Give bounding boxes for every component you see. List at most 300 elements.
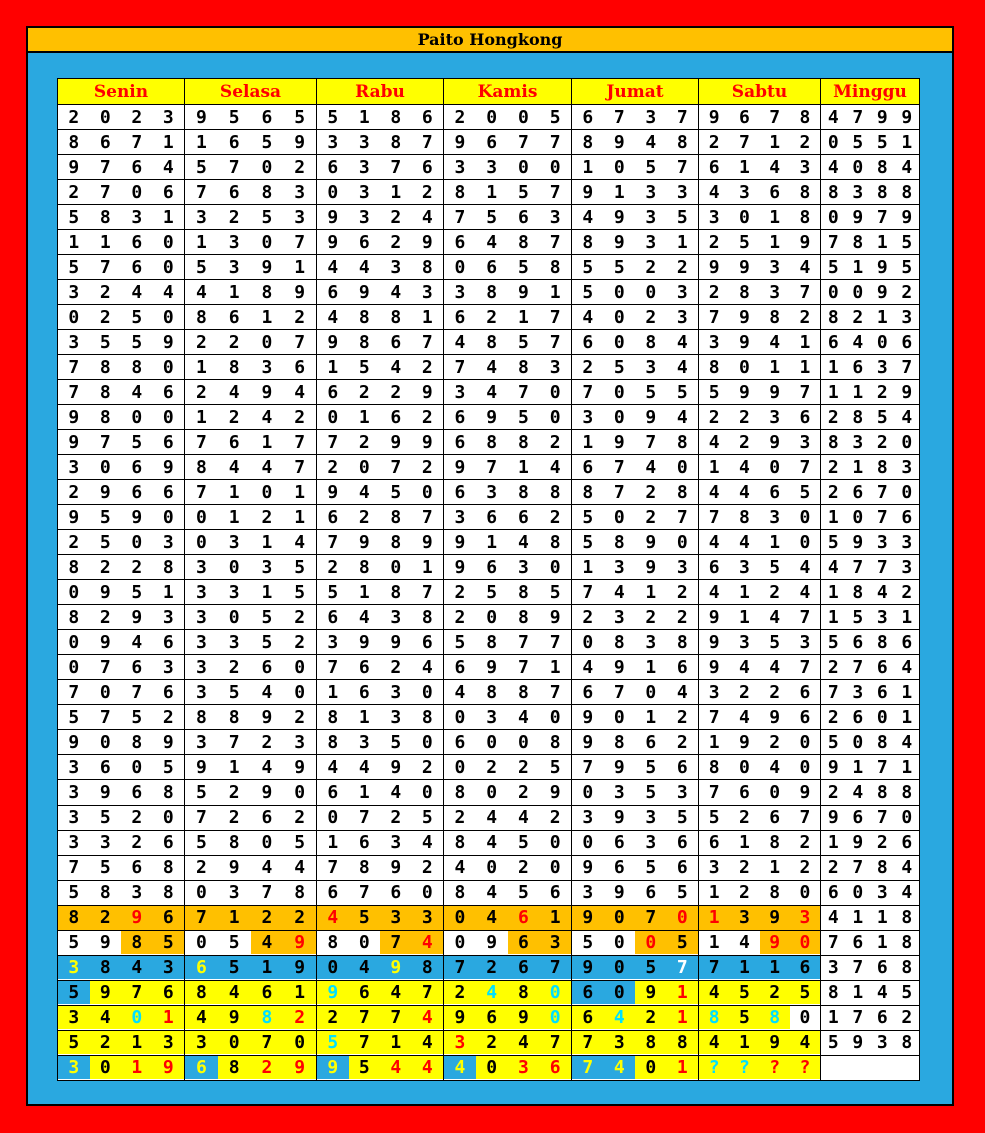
result-digit: 1 xyxy=(549,907,561,929)
result-cell-selasa xyxy=(185,105,317,130)
result-digit: 2 xyxy=(421,356,433,378)
result-digit: 5 xyxy=(708,807,720,828)
result-digit: 9 xyxy=(283,931,316,954)
result-digit: 8 xyxy=(508,981,540,1004)
result-digit: 3 xyxy=(390,907,402,929)
result-digit: 7 xyxy=(99,706,111,728)
result-digit: 5 xyxy=(195,156,207,178)
result-cell-kamis xyxy=(444,180,572,205)
result-cell-kamis xyxy=(444,1005,572,1030)
result-digit: 1 xyxy=(827,1007,839,1029)
result-digit: 3 xyxy=(390,256,402,278)
result-digit: 3 xyxy=(676,181,688,203)
result-digit: 3 xyxy=(645,206,657,228)
result-digit: 1 xyxy=(195,406,207,428)
result-digit: 2 xyxy=(261,907,273,929)
result-digit: 4 xyxy=(799,256,811,278)
result-digit: 6 xyxy=(517,907,529,929)
result-digit: 9 xyxy=(390,756,402,778)
result-digit: 4 xyxy=(261,681,273,703)
result-digit: 2 xyxy=(162,706,174,728)
result-digit: 5 xyxy=(549,581,561,603)
result-digit: 8 xyxy=(251,1006,284,1029)
result-digit: 0 xyxy=(613,306,625,328)
result-digit: 2 xyxy=(454,581,466,603)
result-cell-minggu xyxy=(821,230,920,255)
result-digit: 7 xyxy=(131,681,143,703)
result-cell-rabu xyxy=(317,980,444,1005)
result-digit: 6 xyxy=(421,156,433,178)
result-digit: 9 xyxy=(738,306,750,328)
result-digit: 0 xyxy=(317,956,349,979)
result-digit: 6 xyxy=(852,932,864,954)
result-cell-jumat xyxy=(572,1005,699,1030)
result-digit: 7 xyxy=(549,331,561,353)
result-digit: 1 xyxy=(799,331,811,353)
result-digit: 1 xyxy=(645,581,657,603)
result-digit: 6 xyxy=(790,956,820,979)
result-digit: 4 xyxy=(454,331,466,353)
result-digit: 7 xyxy=(327,857,339,879)
result-digit: 0 xyxy=(613,381,625,403)
result-cell-senin xyxy=(58,655,185,680)
result-digit: 0 xyxy=(454,932,466,954)
result-digit: 2 xyxy=(645,481,657,503)
result-digit: 1 xyxy=(876,932,888,954)
table-row xyxy=(58,1005,920,1030)
result-digit: 4 xyxy=(412,931,444,954)
result-cell-selasa xyxy=(185,180,317,205)
result-digit: 9 xyxy=(358,281,370,303)
result-digit: 5 xyxy=(228,932,240,954)
result-digit: 5 xyxy=(645,156,657,178)
result-digit: 6 xyxy=(454,406,466,428)
result-digit: 0 xyxy=(261,481,273,503)
result-digit: 8 xyxy=(635,1031,667,1054)
result-digit: 6 xyxy=(876,681,888,703)
result-digit: 9 xyxy=(68,431,80,453)
result-digit: 0 xyxy=(539,981,571,1004)
result-digit: 0 xyxy=(131,531,143,553)
result-cell-jumat xyxy=(572,955,699,980)
result-digit: 7 xyxy=(549,306,561,328)
result-digit: 9 xyxy=(261,781,273,803)
table-row xyxy=(58,555,920,580)
result-digit: 4 xyxy=(582,206,594,228)
result-digit: 4 xyxy=(827,556,839,578)
result-digit: 3 xyxy=(228,882,240,904)
result-digit: 9 xyxy=(708,656,720,678)
result-digit: 0 xyxy=(549,706,561,728)
result-digit: 7 xyxy=(549,681,561,703)
result-digit: 4 xyxy=(676,406,688,428)
result-digit: 0 xyxy=(390,556,402,578)
table-row xyxy=(58,705,920,730)
result-digit: 9 xyxy=(852,531,864,553)
result-digit: 5 xyxy=(852,131,864,153)
result-digit: 2 xyxy=(827,706,839,728)
result-cell-sabtu xyxy=(699,155,821,180)
table-row xyxy=(58,480,920,505)
result-cell-jumat xyxy=(572,630,699,655)
result-digit: 3 xyxy=(390,832,402,854)
result-digit: 7 xyxy=(708,706,720,728)
result-digit: 4 xyxy=(195,281,207,303)
result-cell-senin xyxy=(58,630,185,655)
result-digit: 6 xyxy=(549,882,561,904)
result-digit: 0 xyxy=(131,181,143,203)
result-cell-selasa xyxy=(185,205,317,230)
result-digit: 7 xyxy=(667,956,699,979)
result-cell-rabu xyxy=(317,755,444,780)
result-cell-selasa xyxy=(185,355,317,380)
result-digit: 9 xyxy=(760,1031,790,1054)
result-digit: 0 xyxy=(852,281,864,303)
result-digit: 5 xyxy=(261,606,273,628)
result-digit: 7 xyxy=(708,306,720,328)
result-digit: 3 xyxy=(195,556,207,578)
result-digit: 1 xyxy=(769,531,781,553)
result-digit: 1 xyxy=(769,356,781,378)
result-digit: 4 xyxy=(517,706,529,728)
result-digit: 7 xyxy=(676,506,688,528)
result-digit: 4 xyxy=(738,456,750,478)
result-digit: 6 xyxy=(708,556,720,578)
result-digit: 8 xyxy=(454,181,466,203)
table-row xyxy=(58,880,920,905)
result-digit: 3 xyxy=(162,531,174,553)
result-digit: 7 xyxy=(454,206,466,228)
result-digit: 4 xyxy=(645,131,657,153)
result-digit: 7 xyxy=(421,131,433,153)
result-digit: 6 xyxy=(162,431,174,453)
result-digit: 3 xyxy=(162,106,174,128)
result-digit: 8 xyxy=(327,932,339,954)
result-digit: 0 xyxy=(121,1006,153,1029)
result-digit: 6 xyxy=(153,981,185,1004)
result-digit: 1 xyxy=(283,981,316,1004)
result-digit: 6 xyxy=(582,681,594,703)
result-digit: 3 xyxy=(613,606,625,628)
result-digit: 4 xyxy=(604,1006,636,1029)
result-digit: 8 xyxy=(121,931,153,954)
result-digit: 1 xyxy=(645,706,657,728)
result-digit: 8 xyxy=(517,231,529,253)
result-digit: 8 xyxy=(799,181,811,203)
result-cell-selasa xyxy=(185,1055,317,1080)
result-digit: 7 xyxy=(261,882,273,904)
result-digit: 3 xyxy=(162,606,174,628)
result-digit: 8 xyxy=(390,506,402,528)
result-digit: 6 xyxy=(486,256,498,278)
result-digit: ? xyxy=(729,1056,759,1079)
result-digit: 1 xyxy=(228,756,240,778)
result-digit: 0 xyxy=(476,1056,508,1079)
result-digit: 5 xyxy=(582,256,594,278)
day-header-rabu: Rabu xyxy=(317,79,444,105)
result-digit: 8 xyxy=(185,981,218,1004)
result-digit: 2 xyxy=(228,331,240,353)
result-cell-jumat xyxy=(572,755,699,780)
result-cell-senin xyxy=(58,355,185,380)
result-digit: 3 xyxy=(708,331,720,353)
result-digit: 4 xyxy=(799,556,811,578)
result-digit: 2 xyxy=(635,1006,667,1029)
result-cell-kamis xyxy=(444,830,572,855)
result-digit: 2 xyxy=(131,106,143,128)
result-cell-selasa xyxy=(185,830,317,855)
result-cell-minggu xyxy=(821,705,920,730)
result-digit: 9 xyxy=(327,481,339,503)
result-digit: 7 xyxy=(827,681,839,703)
result-digit: 8 xyxy=(390,581,402,603)
result-cell-sabtu xyxy=(699,655,821,680)
result-cell-sabtu xyxy=(699,205,821,230)
result-digit: 9 xyxy=(261,381,273,403)
result-digit: 2 xyxy=(251,1056,284,1079)
result-digit: 9 xyxy=(613,756,625,778)
result-digit: 5 xyxy=(131,431,143,453)
result-cell-kamis xyxy=(444,805,572,830)
result-digit: 3 xyxy=(645,356,657,378)
result-digit: 9 xyxy=(549,781,561,803)
result-digit: 5 xyxy=(517,256,529,278)
result-digit: 9 xyxy=(99,781,111,803)
result-digit: 9 xyxy=(317,1056,349,1079)
result-digit: 8 xyxy=(667,1031,699,1054)
result-digit: 2 xyxy=(283,1006,316,1029)
result-digit: 1 xyxy=(582,156,594,178)
result-cell-rabu xyxy=(317,330,444,355)
result-cell-kamis xyxy=(444,405,572,430)
result-cell-kamis xyxy=(444,155,572,180)
result-digit: 2 xyxy=(390,231,402,253)
result-digit: 8 xyxy=(827,181,839,203)
result-digit: 9 xyxy=(852,1032,864,1054)
result-digit: 7 xyxy=(582,381,594,403)
result-digit: 2 xyxy=(327,456,339,478)
result-digit: 1 xyxy=(228,506,240,528)
result-digit: 1 xyxy=(549,656,561,678)
result-digit: 0 xyxy=(421,681,433,703)
result-digit: 9 xyxy=(421,231,433,253)
result-digit: 6 xyxy=(327,281,339,303)
result-digit: 1 xyxy=(517,456,529,478)
result-digit: 1 xyxy=(876,306,888,328)
result-digit: 6 xyxy=(645,882,657,904)
result-digit: 3 xyxy=(645,832,657,854)
result-cell-selasa xyxy=(185,605,317,630)
result-digit: 8 xyxy=(760,1006,790,1029)
result-cell-selasa xyxy=(185,980,317,1005)
result-digit: 3 xyxy=(390,606,402,628)
result-digit: 3 xyxy=(539,931,571,954)
result-digit: 5 xyxy=(876,131,888,153)
result-digit: 7 xyxy=(421,331,433,353)
result-digit: 5 xyxy=(486,206,498,228)
result-cell-sabtu xyxy=(699,705,821,730)
result-digit: 6 xyxy=(327,506,339,528)
result-digit: 7 xyxy=(412,981,444,1004)
result-digit: 8 xyxy=(390,106,402,128)
result-digit: 4 xyxy=(876,982,888,1004)
result-digit: 0 xyxy=(68,631,80,653)
result-digit: 7 xyxy=(251,1031,284,1054)
result-digit: 8 xyxy=(131,731,143,753)
result-digit: 8 xyxy=(162,882,174,904)
table-row xyxy=(58,430,920,455)
result-cell-minggu xyxy=(821,730,920,755)
result-digit: 5 xyxy=(68,706,80,728)
result-digit: 0 xyxy=(131,756,143,778)
result-digit: 7 xyxy=(676,106,688,128)
result-digit: 6 xyxy=(539,1056,571,1079)
result-digit: 1 xyxy=(358,406,370,428)
result-digit: 1 xyxy=(327,832,339,854)
result-digit: 2 xyxy=(901,281,913,303)
result-cell-kamis xyxy=(444,655,572,680)
result-cell-jumat xyxy=(572,805,699,830)
result-digit: 0 xyxy=(613,506,625,528)
result-digit: 4 xyxy=(582,656,594,678)
result-digit: 0 xyxy=(454,706,466,728)
result-digit: 6 xyxy=(327,606,339,628)
result-digit: 6 xyxy=(99,131,111,153)
result-digit: 3 xyxy=(876,1032,888,1054)
result-digit: 1 xyxy=(708,731,720,753)
result-digit: 4 xyxy=(708,581,720,603)
result-digit: 3 xyxy=(68,756,80,778)
result-digit: 0 xyxy=(635,931,667,954)
result-digit: 8 xyxy=(901,781,913,803)
result-digit: 9 xyxy=(68,406,80,428)
result-digit: 2 xyxy=(358,431,370,453)
result-cell-jumat xyxy=(572,330,699,355)
result-digit: 5 xyxy=(390,481,402,503)
result-digit: 0 xyxy=(613,932,625,954)
result-digit: 5 xyxy=(58,981,90,1004)
result-digit: 3 xyxy=(769,506,781,528)
result-cell-jumat xyxy=(572,280,699,305)
result-cell-rabu xyxy=(317,555,444,580)
result-cell-selasa xyxy=(185,730,317,755)
result-digit: 0 xyxy=(901,481,913,503)
result-digit: 3 xyxy=(613,781,625,803)
table-row xyxy=(58,380,920,405)
result-digit: 9 xyxy=(769,431,781,453)
result-digit: 6 xyxy=(162,832,174,854)
result-cell-kamis xyxy=(444,380,572,405)
result-digit: 0 xyxy=(99,106,111,128)
result-digit: 2 xyxy=(676,256,688,278)
result-digit: 1 xyxy=(769,857,781,879)
result-digit: 2 xyxy=(294,306,306,328)
result-digit: 8 xyxy=(549,256,561,278)
result-cell-jumat xyxy=(572,905,699,930)
result-cell-senin xyxy=(58,205,185,230)
table-row xyxy=(58,830,920,855)
result-digit: 5 xyxy=(582,531,594,553)
result-digit: 9 xyxy=(195,106,207,128)
result-digit: 4 xyxy=(876,581,888,603)
result-digit: 4 xyxy=(486,832,498,854)
result-digit: 1 xyxy=(852,456,864,478)
result-digit: 9 xyxy=(486,656,498,678)
result-digit: 8 xyxy=(901,181,913,203)
result-digit: 8 xyxy=(390,531,402,553)
result-cell-selasa xyxy=(185,505,317,530)
result-digit: 3 xyxy=(195,606,207,628)
result-cell-selasa xyxy=(185,705,317,730)
result-digit: 9 xyxy=(162,456,174,478)
table-row xyxy=(58,930,920,955)
result-digit: 9 xyxy=(799,781,811,803)
result-digit: 1 xyxy=(852,982,864,1004)
result-digit: 1 xyxy=(799,356,811,378)
result-digit: 7 xyxy=(613,481,625,503)
result-digit: 6 xyxy=(582,331,594,353)
result-cell-jumat xyxy=(572,180,699,205)
result-digit: 9 xyxy=(645,406,657,428)
result-cell-jumat xyxy=(572,130,699,155)
result-digit: 9 xyxy=(613,206,625,228)
result-cell-kamis xyxy=(444,330,572,355)
result-cell-senin xyxy=(58,230,185,255)
result-cell-sabtu xyxy=(699,305,821,330)
result-digit: 3 xyxy=(195,206,207,228)
result-cell-jumat xyxy=(572,255,699,280)
result-digit: 4 xyxy=(327,306,339,328)
result-digit: 9 xyxy=(131,907,143,929)
result-cell-rabu xyxy=(317,905,444,930)
result-digit: 6 xyxy=(131,231,143,253)
result-digit: 8 xyxy=(708,756,720,778)
result-cell-rabu xyxy=(317,455,444,480)
result-digit: 4 xyxy=(358,606,370,628)
result-digit: 6 xyxy=(901,506,913,528)
result-digit: 0 xyxy=(283,1031,316,1054)
result-digit: 4 xyxy=(708,431,720,453)
result-cell-sabtu xyxy=(699,430,821,455)
result-digit: 8 xyxy=(327,706,339,728)
result-digit: 3 xyxy=(676,556,688,578)
result-digit: 4 xyxy=(185,1006,218,1029)
result-digit: 1 xyxy=(358,706,370,728)
result-digit: 9 xyxy=(454,531,466,553)
result-digit: 0 xyxy=(738,206,750,228)
result-digit: 5 xyxy=(549,756,561,778)
result-digit: 7 xyxy=(68,356,80,378)
result-digit: 8 xyxy=(390,131,402,153)
table-row xyxy=(58,855,920,880)
result-digit: 7 xyxy=(549,231,561,253)
result-digit: 5 xyxy=(486,581,498,603)
result-digit: 8 xyxy=(228,706,240,728)
result-cell-senin xyxy=(58,130,185,155)
result-digit: 2 xyxy=(390,807,402,828)
result-cell-selasa xyxy=(185,955,317,980)
result-digit: 2 xyxy=(99,556,111,578)
result-cell-sabtu xyxy=(699,955,821,980)
result-cell-selasa xyxy=(185,905,317,930)
result-digit: 3 xyxy=(486,706,498,728)
result-cell-senin xyxy=(58,1005,185,1030)
result-digit: 9 xyxy=(738,381,750,403)
result-digit: 5 xyxy=(294,106,306,128)
table-row xyxy=(58,980,920,1005)
result-digit: 6 xyxy=(131,656,143,678)
result-digit: 6 xyxy=(508,956,540,979)
